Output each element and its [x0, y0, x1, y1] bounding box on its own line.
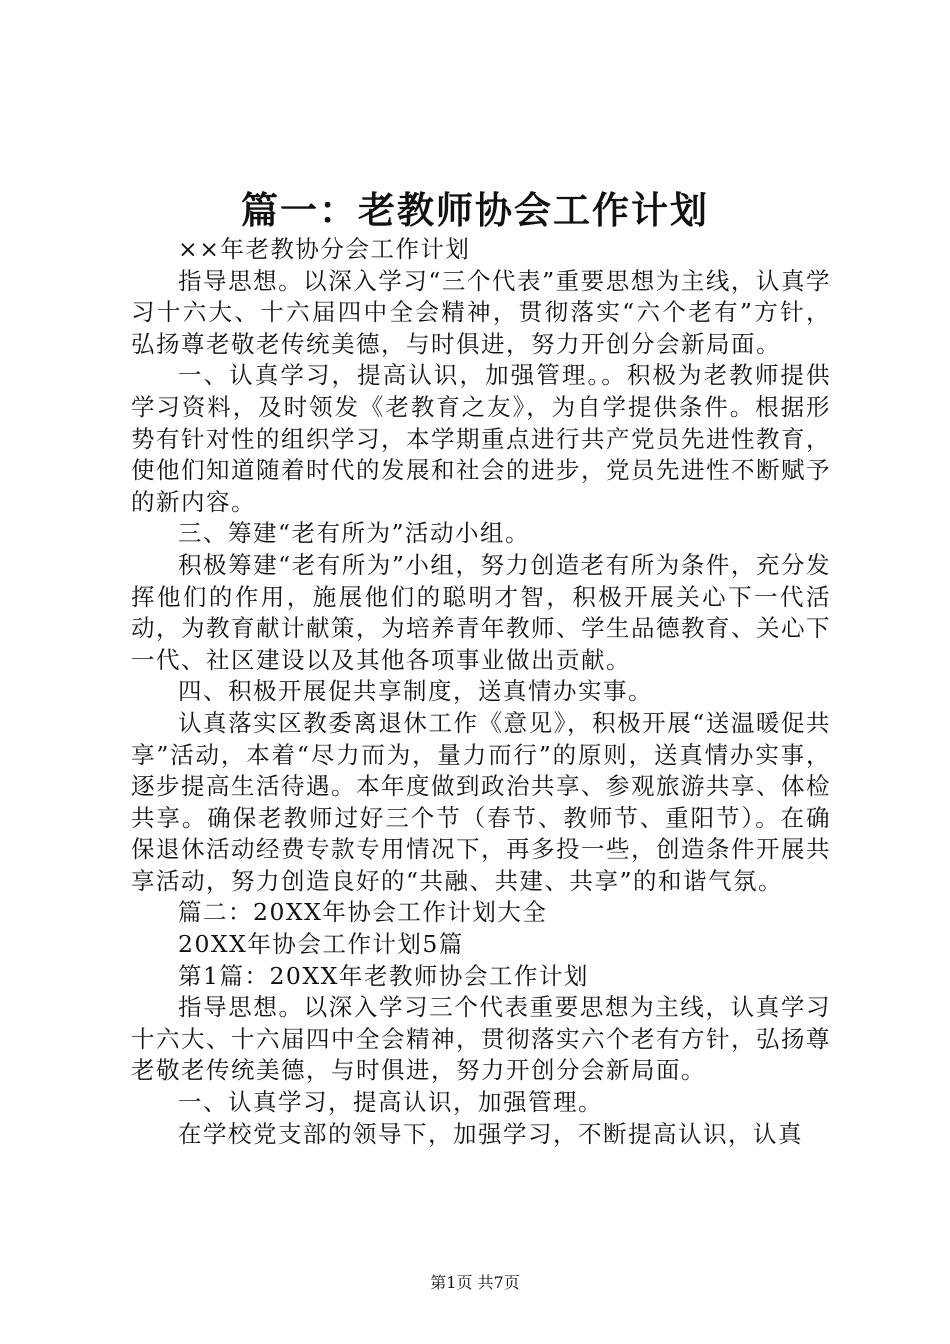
paragraph-section-one: 一、认真学习，提高认识，加强管理。。积极为老教师提供学习资料，及时领发《老教育之友》，为自学提供条件。根据形势有针对性的组织学习，本学期重点进行共产党员先进性教育，使他们知道随着时代的发展和社会的进步，党员先进性不断赋予的新内容。	[131, 361, 831, 516]
paragraph-subtitle: ××年老教协分会工作计划	[178, 235, 471, 263]
paragraph-section-three-heading: 三、筹建“老有所为”活动小组。	[178, 519, 531, 548]
paragraph-article-one-section-one: 一、认真学习，提高认识，加强管理。	[178, 1088, 603, 1117]
paragraph-section-three-body: 积极筹建“老有所为”小组，努力创造老有所为条件，充分发挥他们的作用，施展他们的聪明才智，积极开展关心下一代活动，为教育献计献策，为培养青年教师、学生品德教育、关心下一代、社区建设以及其他各项事业做出贡献。	[131, 550, 831, 674]
document-body	[131, 234, 831, 1150]
document-title: 篇一：老教师协会工作计划	[241, 188, 709, 232]
paragraph-article-one-heading: 第1篇：20XX年老教师协会工作计划	[178, 961, 589, 990]
page-number-footer: 第1页 共7页	[430, 1273, 520, 1292]
paragraph-part-two-heading: 篇二：20XX年协会工作计划大全	[178, 898, 548, 927]
paragraph-part-two-subheading: 20XX年协会工作计划5篇	[178, 930, 464, 959]
paragraph-section-four-heading: 四、积极开展促共享制度，送真情办实事。	[178, 677, 653, 706]
paragraph-guiding-ideology: 指导思想。以深入学习“三个代表”重要思想为主线，认真学习十六大、十六届四中全会精神，贯彻落实“六个老有”方针，弘扬尊老敬老传统美德，与时俱进，努力开创分会新局面。	[131, 266, 831, 358]
paragraph-article-one-guiding-ideology: 指导思想。以深入学习三个代表重要思想为主线，认真学习十六大、十六届四中全会精神，贯彻落实六个老有方针，弘扬尊老敬老传统美德，与时俱进，努力开创分会新局面。	[131, 993, 831, 1085]
paragraph-article-one-section-one-body: 在学校党支部的领导下，加强学习，不断提高认识，认真	[178, 1119, 803, 1148]
paragraph-section-four-body: 认真落实区教委离退休工作《意见》，积极开展“送温暖促共享”活动，本着“尽力而为，量力而行”的原则，送真情办实事，逐步提高生活待遇。本年度做到政治共享、参观旅游共享、体检共享。确保老教师过好三个节（春节、教师节、重阳节）。在确保退休活动经费专款专用情况下，再多投一些，创造条件开展共享活动，努力创造良好的“共融、共建、共享”的和谐气氛。	[131, 708, 831, 895]
